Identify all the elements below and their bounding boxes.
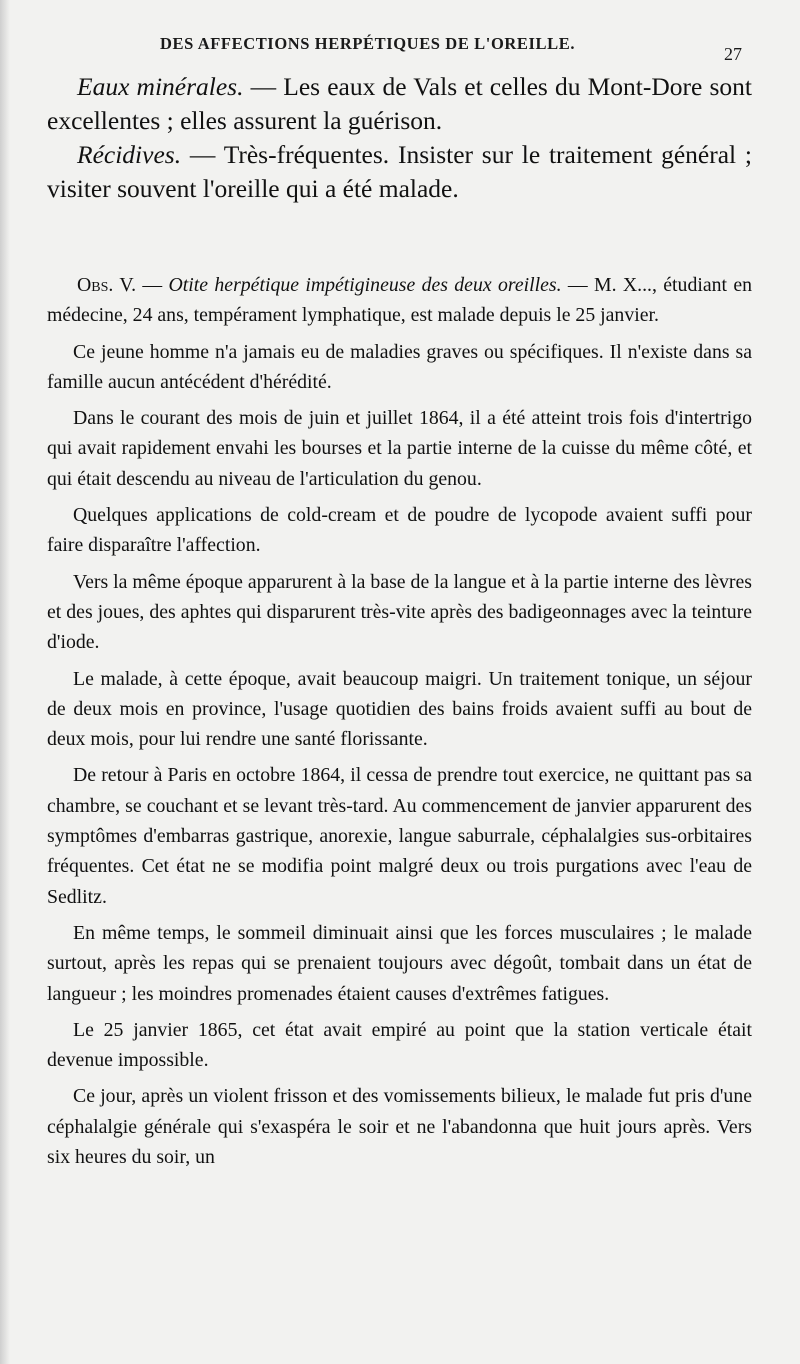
mineral-waters-text: — Les eaux de Vals et celles du Mont-Dore sont excellentes ; elles assurent la guérison. [47,72,752,135]
observation-paragraph: Le malade, à cette époque, avait beaucoup maigri. Un traitement tonique, un séjour de deux mois en province, l'usage quotidien des bains froids avaient suffi au bout de deux mois, pour lui rendre une santé florissante. [47,667,752,751]
observation-paragraph: Ce jeune homme n'a jamais eu de maladies graves ou spécifiques. Il n'existe dans sa famille aucun antécédent d'hérédité. [47,340,752,393]
treatment-section [47,70,752,206]
observation-paragraph: En même temps, le sommeil diminuait ainsi que les forces musculaires ; le malade surtout, après les repas qui se prenaient toujours avec dégoût, tombait dans un état de langueur ; les moindres promenades étaient causes d'extrêmes fatigues. [47,921,752,1005]
observation-label: Obs. V. [77,274,137,296]
observation-paragraph: Quelques applications de cold-cream et de poudre de lycopode avaient suffi pour faire disparaître l'affection. [47,504,752,557]
observation-paragraph: Vers la même époque apparurent à la base de la langue et à la partie interne des lèvres et des joues, des aphtes qui disparurent très-vite après des badigeonnages avec la teinture d'iode. [47,570,752,654]
recurrences-label: Récidives. [77,140,182,169]
page-number: 27 [724,44,742,64]
observation-paragraph: De retour à Paris en octobre 1864, il cessa de prendre tout exercice, ne quittant pas sa chambre, se couchant et se levant très-tard. Au commencement de janvier apparurent des symptômes d'embarras gastrique, anorexie, langue saburrale, céphalalgies sus-orbitaires fréquentes. Cet état ne se modifia point malgré deux ou trois purgations avec l'eau de Sedlitz. [47,764,752,908]
observation-title: Otite herpétique impétigineuse des deux oreilles. [168,274,562,296]
mineral-waters-label: Eaux minérales. [77,72,244,101]
observation-paragraph: Le 25 janvier 1865, cet état avait empiré au point que la station verticale était devenue impossible. [47,1018,752,1072]
observation-paragraph: Ce jour, après un violent frisson et des vomissements bilieux, le malade fut pris d'une céphalalgie générale qui s'exaspéra le soir et ne l'abandonna que huit jours après. Vers six heures du soir, un [47,1085,752,1169]
recurrences-text: — Très-fréquentes. Insister sur le traitement général ; visiter souvent l'oreille qui a été malade. [47,140,752,203]
running-head: DES AFFECTIONS HERPÉTIQUES DE L'OREILLE. [160,34,576,53]
observation-section [47,270,752,1172]
recurrences-paragraph [47,138,752,206]
mineral-waters-paragraph [47,70,752,138]
observation-dash: — [136,274,169,296]
observation-paragraph: Dans le courant des mois de juin et juillet 1864, il a été atteint trois fois d'intertrigo qui avait rapidement envahi les bourses et la partie interne de la cuisse du même côté, et qui était descendu au niveau de l'articulation du genou. [47,407,752,490]
observation-heading-paragraph [47,270,752,331]
observation-intro-text: — M. X..., étudiant en médecine, 24 ans, tempérament lymphatique, est malade depuis le 25 janvier. [47,274,753,327]
page-binding-edge [0,0,10,1364]
page-header [0,34,800,64]
